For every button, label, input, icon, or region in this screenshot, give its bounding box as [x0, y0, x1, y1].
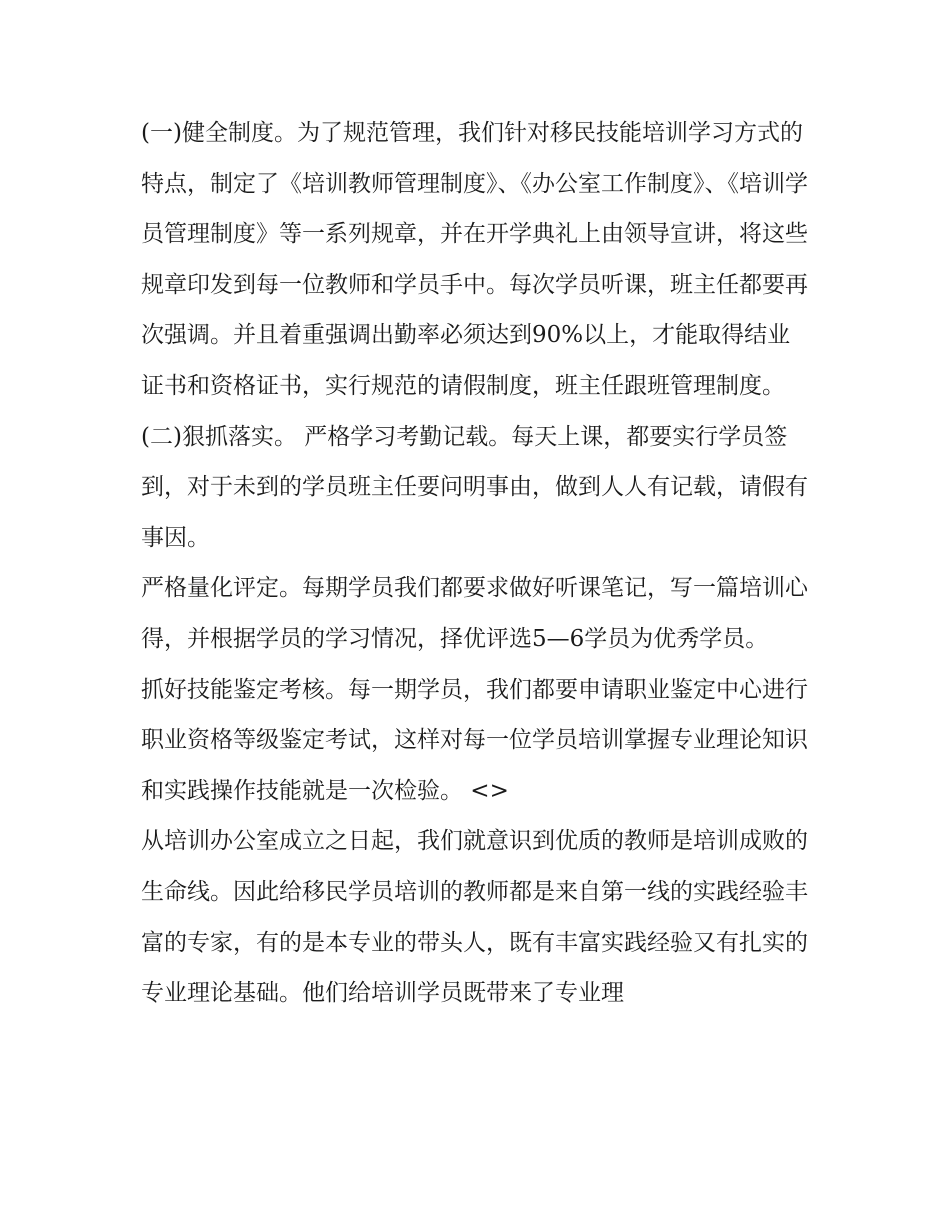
paragraph-system-building: (一)健全制度。为了规范管理，我们针对移民技能培训学习方式的特点，制定了《培训教师管理制度》、《办公室工作制度》、《培训学员管理制度》等一系列规章，并在开学典礼上由领导宣讲，将这些规章印发到每一位教师和学员手中。每次学员听课，班主任都要再次强调。并且着重强调出勤率必须达到90%以上，才能取得结业证书和资格证书，实行规范的请假制度，班主任跟班管理制度。 [141, 120, 808, 399]
paragraph-implementation: (二)狠抓落实。 严格学习考勤记载。每天上课，都要实行学员签到，对于未到的学员班主任要问明事由，做到人人有记载，请假有事因。 [141, 423, 808, 551]
document-body [141, 108, 813, 1019]
paragraph-skill-assessment: 抓好技能鉴定考核。每一期学员，我们都要申请职业鉴定中心进行职业资格等级鉴定考试，这样对每一位学员培训掌握专业理论知识和实践操作技能就是一次检验。 <> [141, 676, 808, 804]
paragraph-teacher-quality: 从培训办公室成立之日起，我们就意识到优质的教师是培训成败的生命线。因此给移民学员培训的教师都是来自第一线的实践经验丰富的专家，有的是本专业的带头人，既有丰富实践经验又有扎实的专业理论基础。他们给培训学员既带来了专业理 [141, 828, 808, 1007]
paragraph-quantified-evaluation: 严格量化评定。每期学员我们都要求做好听课笔记，写一篇培训心得，并根据学员的学习情况，择优评选5—6学员为优秀学员。 [141, 575, 808, 652]
